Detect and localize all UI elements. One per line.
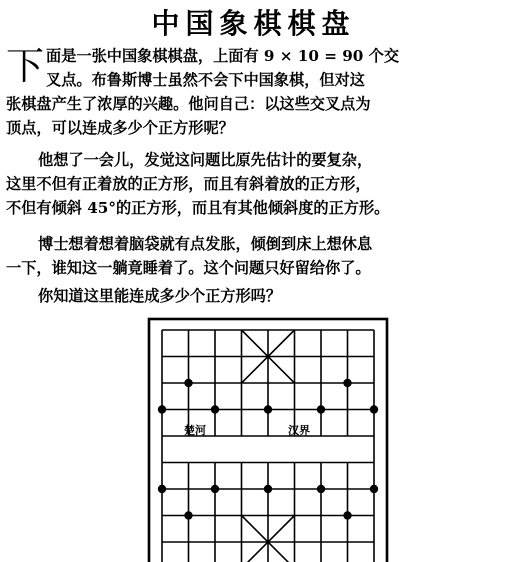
drop-cap: 下 (6, 44, 45, 88)
board-marker-dot (158, 405, 166, 413)
paragraph-1-line-1: 面是一张中国象棋棋盘，上面有 9 × 10 = 90 个交 (46, 47, 400, 65)
board-marker-dot (211, 485, 219, 493)
board-marker-dot (370, 405, 378, 413)
board-marker-dot (264, 485, 272, 493)
paragraph-1-line-4: 顶点，可以连成多少个正方形呢？ (6, 119, 234, 137)
paragraph-3-line-1: 博士想着想着脑袋就有点发胀，倾倒到床上想休息 (38, 235, 373, 253)
board-marker-dot (158, 485, 166, 493)
board-marker-dot (264, 405, 272, 413)
paragraph-2-line-2: 这里不但有正着放的正方形，而且有斜着放的正方形， (6, 175, 371, 193)
board-marker-dot (343, 511, 351, 519)
board-marker-dot (184, 379, 192, 387)
board-grid (149, 319, 387, 562)
board-marker-dot (317, 485, 325, 493)
paragraph-1-line-3: 张棋盘产生了浓厚的兴趣。他问自己：以这些交叉点为 (6, 95, 371, 113)
paragraph-1-line-2: 叉点。布鲁斯博士虽然不会下中国象棋，但对这 (46, 71, 365, 89)
board-marker-dot (343, 379, 351, 387)
board-marker-dot (211, 405, 219, 413)
paragraph-2-line-3: 不但有倾斜 45°的正方形，而且有其他倾斜度的正方形。 (6, 199, 390, 217)
board-marker-dot (317, 405, 325, 413)
paragraph-3-line-2: 一下，谁知这一躺竟睡着了。这个问题只好留给你了。 (6, 259, 371, 277)
board-marker-dot (184, 511, 192, 519)
river-left-label: 楚河 (184, 424, 206, 437)
board-marker-dot (370, 485, 378, 493)
river-right-label: 汉界 (288, 424, 310, 437)
paragraph-2-line-1: 他想了一会儿，发觉这问题比原先估计的要复杂， (38, 151, 373, 169)
question-line: 你知道这里能连成多少个正方形吗？ (38, 287, 281, 305)
page-title: 中国象棋棋盘 (151, 7, 356, 40)
